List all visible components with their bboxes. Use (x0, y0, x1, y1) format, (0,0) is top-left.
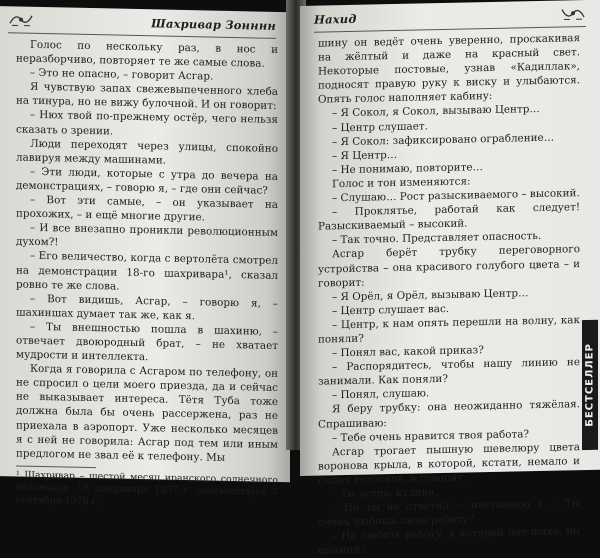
paragraph: – Центр, к нам опять перешли на волну, как поняли? (318, 314, 580, 346)
left-running-header (8, 6, 276, 39)
paragraph: – Понял, слушаю. (332, 387, 430, 402)
paragraph: – Ты остра, кузина. (332, 486, 438, 501)
right-page (300, 0, 600, 557)
bestseller-tab (582, 320, 598, 450)
paragraph: Асгар берёт трубку переговорного устройства – она красивого голубого цвета – и говорит: (318, 243, 580, 290)
paragraph: – Но ты не ответил, – настаиваю я. – Ты очень любишь свою работу? (318, 497, 580, 529)
paragraph: – Я Сокол: зафиксировано ограбление… (332, 131, 555, 148)
paragraph: – Я Орёл, я Орёл, вызываю Центр… (332, 286, 529, 304)
paragraph: – Нюх твой по-прежнему остёр, чего нельзя сказать о зрении. (16, 109, 278, 138)
paragraph: – Я Центр… (332, 148, 398, 163)
right-running-header (314, 0, 586, 33)
paragraph: – Центр слушает вас. (332, 302, 450, 318)
paragraph: – Я Сокол, я Сокол, вызываю Центр… (332, 103, 540, 120)
left-header-title: Шахривар Зонннн (151, 16, 276, 33)
ornament-icon (8, 11, 34, 28)
ornament-icon (560, 5, 586, 22)
paragraph: Асгар трогает пышную шевелюру цвета воронова крыла, в которой, кстати, немало и седых волосков, и говорит: (318, 440, 580, 487)
right-header-title: Нахид (314, 11, 357, 27)
paragraph: – Эти люди, которые с утра до вечера на демонстрациях, – говорю я, – где они сейчас? (16, 165, 278, 197)
paragraph: – Проклятье, работай как следует! Разыскиваемый – высокий. (318, 201, 580, 233)
paragraph: – Тебе очень нравится твоя работа? (332, 427, 530, 444)
paragraph: Я беру трубку: она неожиданно тяжёлая. Спрашиваю: (318, 398, 580, 431)
paragraph: – Вот эти самые, – он указывает на прохожих, – и ещё многие другие. (16, 193, 278, 224)
paragraph: Люди переходят через улицы, спокойно лавируя между машинами. (16, 137, 278, 167)
footnote: ¹ Шахривар – шестой месяц иранского солнечного календаря. 18 шахривара 1357 г. соответствует 7 сентября 1978 г. (16, 469, 278, 508)
paragraph: – Распорядитесь, чтобы нашу линию не занимали. Как поняли? (318, 356, 580, 388)
right-body-text (318, 31, 580, 558)
paragraph: Когда я говорила с Асгаром по телефону, он не спросил о цели моего приезда, да и сейчас не выказывает интереса. Тётя Туба тоже должна была бы очень рассержена, раз не приехала в аэропорт. Уже несколько месяцев я с ней не говорила: Асгар под тем или иным предлогом не звал её к телефону. Мы (16, 362, 278, 464)
paragraph: – Слушаю… Рост разыскиваемого – высокий. (332, 187, 580, 205)
bestseller-label: БЕСТСЕЛЛЕР (584, 343, 596, 427)
footnote-divider (16, 465, 96, 468)
paragraph: – Его величество, когда с вертолёта смотрел на демонстрации 18-го шахривара¹, сказал ровно те же слова. (16, 250, 278, 293)
paragraph: Голос и тон изменяются: (332, 175, 471, 191)
paragraph: – Не понимаю, повторите… (332, 161, 483, 177)
paragraph: шину он ведёт очень уверенно, проскакивая на жёлтый и даже на красный свет. Некоторые постовые, узнав «Кадиллак», подносят правую руку к виску и улыбаются. Опять голос наполняет кабину: (318, 32, 580, 106)
left-body-text (16, 37, 278, 465)
left-page (0, 6, 290, 508)
paragraph: – Понял вас, какой приказ? (332, 344, 484, 360)
paragraph: Я чувствую запах свежевыпеченного хлеба на тинура, но не вижу булочной. И он говорит: (16, 81, 278, 113)
paragraph: – Так точно. Представляет опасность. (332, 230, 542, 247)
paragraph: – Центр слушает. (332, 119, 428, 134)
paragraph: – И все внезапно проникли революционным духом?! (16, 221, 278, 249)
paragraph: Голос по нескольку раз, в нос и неразборчиво, повторяет те же самые слова. (16, 38, 278, 70)
paragraph: – Это не опасно, – говорит Асгар. (30, 66, 214, 83)
paragraph: – Не любить работу, в которой нет шаха, ни шахини? (318, 525, 580, 557)
paragraph: – Вот видишь, Асгар, – говорю я, – шахиншах думает так же, как я. (16, 292, 278, 322)
paragraph: – Ты внешностью пошла в шахиню, – отвечает двоюродный брат, – не хватает мудрости и интеллекта. (16, 320, 278, 364)
